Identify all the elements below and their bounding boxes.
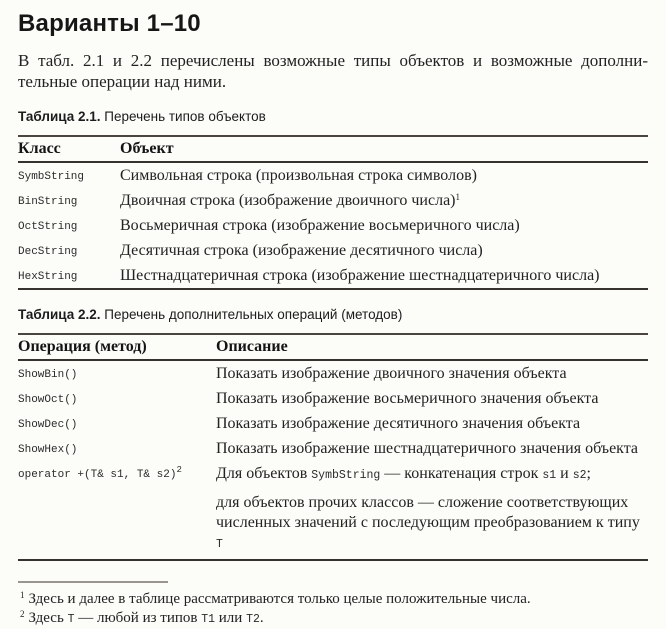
table-2-2-caption	[18, 307, 648, 323]
cell-description: Показать изображение десятичного значения объекта	[216, 415, 581, 432]
table-2-2-header-row	[18, 334, 648, 360]
cell-class-name: HexString	[18, 271, 78, 283]
cell-description	[120, 188, 648, 213]
operator-description-line-1: Для объектов SymbString — конкатенация строк s1 и s2;	[216, 465, 591, 482]
intro-line-1: В табл. 2.1 и 2.2 перечислены возможные типы объектов и возможные дополни-	[18, 51, 648, 70]
cell-class-name: OctString	[18, 221, 78, 233]
cell-description: Показать изображение двоичного значения объекта	[216, 365, 567, 382]
table-2-2	[18, 333, 648, 561]
cell-method-name	[18, 461, 216, 560]
cell-description: Показать изображение шестнадцатеричного значения объекта	[216, 440, 639, 457]
footnote-marker-2: 2	[176, 465, 182, 475]
footnote-2-marker: 2	[20, 609, 25, 619]
operator-description-line-2: для объектов прочих классов — сложение соответствующих	[216, 494, 629, 511]
footnote-1	[18, 590, 648, 609]
footnote-1-marker: 1	[20, 590, 25, 600]
table-row	[18, 360, 648, 386]
operator-signature: operator +(T& s1, T& s2)	[18, 469, 177, 481]
table-row	[18, 162, 648, 188]
column-header-description: Описание	[216, 334, 648, 360]
inline-code: T	[216, 538, 223, 551]
cell-class-name: DecString	[18, 246, 78, 258]
table-2-1	[18, 135, 648, 290]
intro-line-2: тельные операции над ними.	[18, 72, 227, 91]
table-2-1-header-row	[18, 136, 648, 162]
table-2-1-caption-number: Таблица 2.1.	[18, 109, 101, 124]
cell-method-name: ShowBin()	[18, 369, 78, 381]
inline-code: T	[67, 613, 75, 626]
inline-code: T2	[246, 613, 260, 626]
cell-method-name: ShowOct()	[18, 394, 78, 406]
cell-class-name: BinString	[18, 196, 78, 208]
cell-description: Показать изображение восьмеричного значения объекта	[216, 390, 599, 407]
cell-description-text: Двоичная строка (изображение двоичного числа)	[120, 192, 456, 209]
cell-description: Восьмеричная строка (изображение восьмеричного числа)	[120, 217, 520, 234]
intro-paragraph	[18, 50, 648, 92]
table-row	[18, 436, 648, 461]
cell-method-name: ShowDec()	[18, 419, 78, 431]
column-header-class: Класс	[18, 136, 120, 162]
table-row	[18, 188, 648, 213]
column-header-object: Объект	[120, 136, 648, 162]
inline-code: T1	[201, 613, 216, 626]
table-row	[18, 263, 648, 289]
table-2-1-caption-text: Перечень типов объектов	[100, 109, 266, 124]
cell-method-name: ShowHex()	[18, 444, 78, 456]
cell-description: Шестнадцатеричная строка (изображение шестнадцатеричного числа)	[120, 267, 600, 284]
inline-code: s2	[572, 469, 587, 482]
inline-code: s1	[542, 469, 557, 482]
footnote-2	[18, 609, 648, 629]
cell-description: Десятичная строка (изображение десятичного числа)	[120, 242, 483, 259]
cell-description	[216, 461, 648, 560]
table-2-1-caption	[18, 109, 648, 125]
page-title: Варианты 1–10	[18, 10, 201, 37]
cell-description: Символьная строка (произвольная строка символов)	[120, 167, 477, 184]
table-row	[18, 238, 648, 263]
table-row	[18, 386, 648, 411]
table-row-operator-plus	[18, 461, 648, 560]
inline-code: SymbString	[311, 469, 381, 482]
table-row	[18, 411, 648, 436]
operator-description-line-3: численных значений с последующим преобразованием к типу T	[216, 514, 640, 551]
footnote-1-text: Здесь и далее в таблице рассматриваются только целые положительные числа.	[28, 591, 531, 607]
footnote-2-text: Здесь T — любой из типов T1 или T2.	[28, 610, 264, 626]
column-header-operation: Операция (метод)	[18, 334, 216, 360]
footnote-marker-1: 1	[455, 192, 460, 202]
cell-class-name: SymbString	[18, 171, 85, 183]
table-2-2-caption-text: Перечень дополнительных операций (методов)	[100, 307, 403, 322]
footnote-separator	[18, 581, 168, 583]
table-2-2-caption-number: Таблица 2.2.	[18, 307, 101, 322]
table-row	[18, 213, 648, 238]
